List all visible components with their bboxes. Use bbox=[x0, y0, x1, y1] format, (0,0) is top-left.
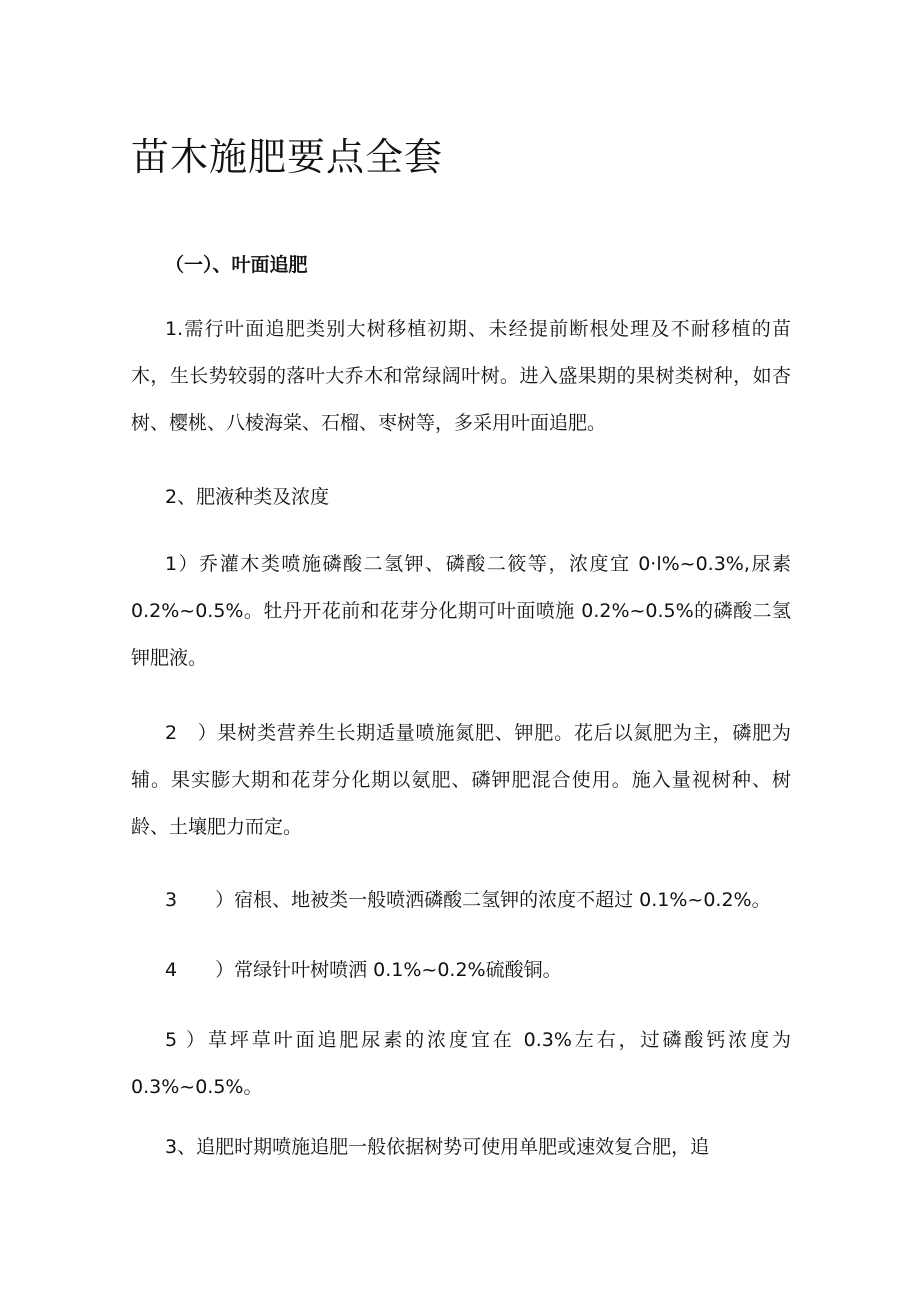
paragraph-timing: 3、追肥时期喷施追肥一般依据树势可使用单肥或速效复合肥，追 bbox=[165, 1136, 710, 1158]
paragraph-perennials: 3 ）宿根、地被类一般喷洒磷酸二氢钾的浓度不超过 0.1%~0.2%。 bbox=[165, 889, 771, 911]
document-title: 苗木施肥要点全套 bbox=[131, 135, 444, 179]
section-heading: （一）、叶面追肥 bbox=[165, 254, 308, 276]
paragraph-conifers: 4 ）常绿针叶树喷洒 0.1%~0.2%硫酸铜。 bbox=[165, 959, 562, 981]
paragraph-shrubs: 1）乔灌木类喷施磷酸二氢钾、磷酸二筱等，浓度宜 0·l%~0.3%,尿素0.2%~0.5%。牡丹开花前和花芽分化期可叶面喷施 0.2%~0.5%的磷酸二氢钾肥液。 bbox=[131, 553, 791, 669]
paragraph-fruit-trees: 2 ）果树类营养生长期适量喷施氮肥、钾肥。花后以氮肥为主，磷肥为辅。果实膨大期和花芽分化期以氨肥、磷钾肥混合使用。施入量视树种、树龄、土壤肥力而定。 bbox=[131, 722, 791, 838]
paragraph-foliar-targets: 1.需行叶面追肥类别大树移植初期、未经提前断根处理及不耐移植的苗木，生长势较弱的落叶大乔木和常绿阔叶树。进入盛果期的果树类树种，如杏树、樱桃、八棱海棠、石榴、枣树等，多采用叶面追肥。 bbox=[131, 318, 791, 434]
paragraph-fertilizer-types: 2、肥液种类及浓度 bbox=[165, 486, 330, 508]
paragraph-turf: 5 ）草坪草叶面追肥尿素的浓度宜在 0.3%左右，过磷酸钙浓度为0.3%~0.5%。 bbox=[131, 1029, 791, 1098]
